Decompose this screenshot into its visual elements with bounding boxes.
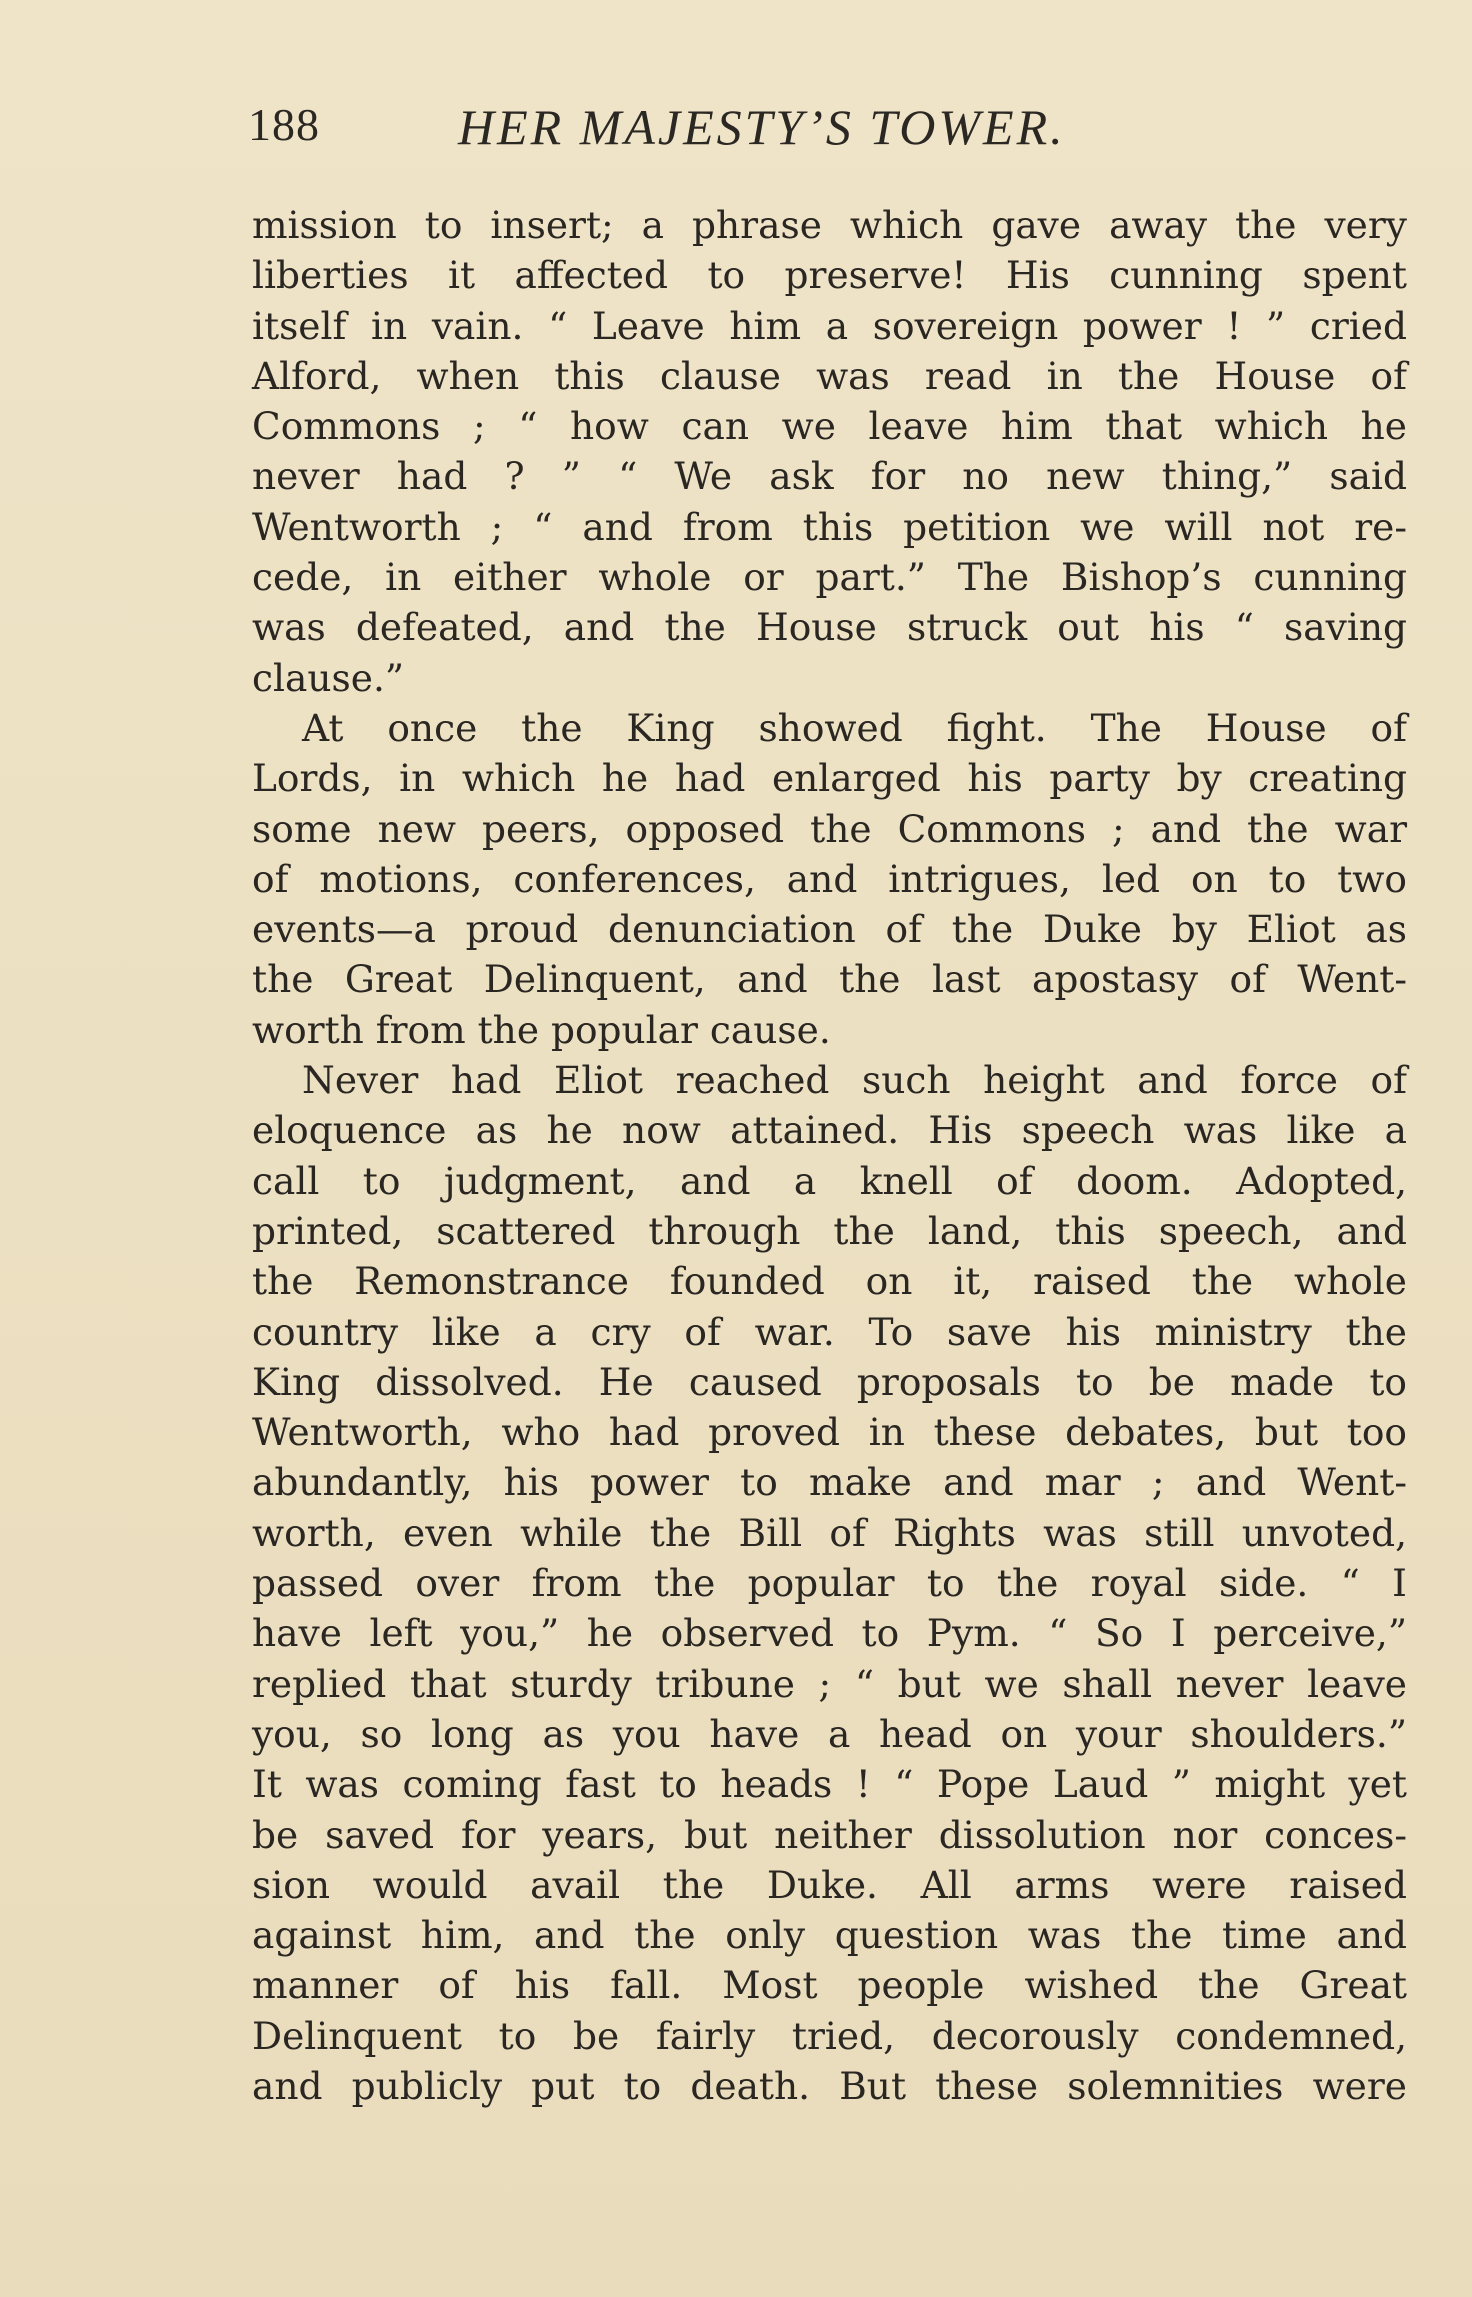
text-line: country like a cry of war. To save his ministry the <box>252 1309 1407 1354</box>
text-line: you, so long as you have a head on your shoulders.” <box>252 1711 1407 1756</box>
text-line: some new peers, opposed the Commons ; and the war <box>252 806 1407 851</box>
text-line: printed, scattered through the land, this speech, and <box>252 1208 1407 1253</box>
text-line: At once the King showed fight. The House of <box>302 705 1407 750</box>
text-line: against him, and the only question was the time and <box>252 1913 1407 1958</box>
text-line: Wentworth ; “ and from this petition we will not re- <box>252 504 1407 549</box>
text-line: King dissolved. He caused proposals to be made to <box>252 1359 1407 1404</box>
text-line: eloquence as he now attained. His speech was like a <box>252 1108 1407 1153</box>
text-line: the Great Delinquent, and the last apostasy of Went- <box>252 957 1407 1002</box>
text-line: mission to insert; a phrase which gave away the very <box>252 203 1407 247</box>
text-line: worth, even while the Bill of Rights was still unvoted, <box>252 1510 1407 1555</box>
text-line: manner of his fall. Most people wished the Great <box>252 1963 1407 2008</box>
text-line: cede, in either whole or part.” The Bishop’s cunning <box>252 555 1407 600</box>
text-line: sion would avail the Duke. All arms were raised <box>252 1862 1407 1907</box>
text-line: Lords, in which he had enlarged his party by creating <box>252 756 1407 801</box>
text-line: Commons ; “ how can we leave him that which he <box>252 404 1407 449</box>
text-line: liberties it affected to preserve! His cunning spent <box>252 253 1407 298</box>
text-line: passed over from the popular to the royal side. “ I <box>252 1561 1407 1606</box>
text-line: itself in vain. “ Leave him a sovereign power ! ” cried <box>252 303 1407 348</box>
text-line: and publicly put to death. But these solemnities were <box>252 2063 1407 2108</box>
text-line: have left you,” he observed to Pym. “ So I perceive,” <box>252 1611 1407 1656</box>
text-line: never had ? ” “ We ask for no new thing,” said <box>252 454 1407 499</box>
text-line: worth from the popular cause. <box>252 1007 831 1052</box>
text-line: Wentworth, who had proved in these debates, but too <box>252 1410 1407 1455</box>
text-line: It was coming fast to heads ! “ Pope Laud ” might yet <box>252 1762 1407 1807</box>
text-line: Alford, when this clause was read in the House of <box>252 353 1407 398</box>
text-line: be saved for years, but neither dissolution nor conces- <box>252 1812 1407 1857</box>
page-header <box>248 98 1228 168</box>
text-line: of motions, conferences, and intrigues, led on to two <box>252 856 1407 901</box>
text-line: call to judgment, and a knell of doom. Adopted, <box>252 1158 1407 1203</box>
text-line: Never had Eliot reached such height and force of <box>302 1058 1407 1103</box>
page-number: 188 <box>248 99 320 150</box>
text-line: replied that sturdy tribune ; “ but we shall never leave <box>252 1661 1407 1706</box>
running-title: HER MAJESTY’S TOWER. <box>458 99 1066 155</box>
text-line: abundantly, his power to make and mar ; and Went- <box>252 1460 1407 1505</box>
text-line: the Remonstrance founded on it, raised the whole <box>252 1259 1407 1304</box>
text-line: events—a proud denunciation of the Duke by Eliot as <box>252 907 1407 952</box>
text-line: Delinquent to be fairly tried, decorously condemned, <box>252 2013 1407 2058</box>
body-text <box>252 200 1407 2111</box>
text-line: was defeated, and the House struck out his “ saving <box>252 605 1407 650</box>
text-line: clause.” <box>252 655 405 700</box>
